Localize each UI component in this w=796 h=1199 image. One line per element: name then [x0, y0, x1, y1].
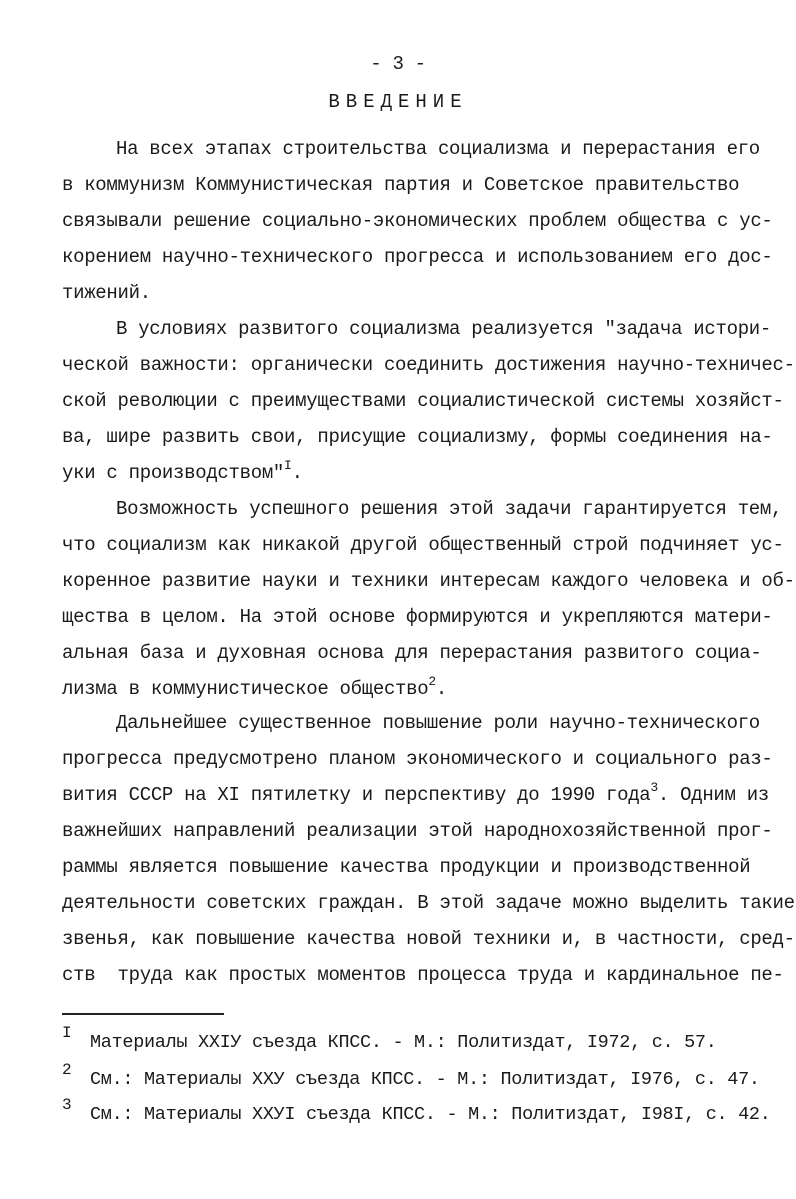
paragraph-4-line-end: . Одним из	[657, 784, 769, 806]
footnote-ref-2: 2	[428, 673, 436, 689]
paragraph-3-line	[62, 673, 447, 701]
footnote-text: См.: Материалы XXУI съезда КПСС. - М.: Политиздат, I98I, с. 42.	[90, 1104, 771, 1125]
paragraph-3-line: коренное развитие науки и техники интересам каждого человека и об-	[62, 570, 795, 592]
paragraph-3-line: что социализм как никакой другой общественный строй подчиняет ус-	[62, 534, 784, 556]
paragraph-4-line: Дальнейшее существенное повышение роли научно-технического	[116, 712, 760, 734]
paragraph-2-line	[62, 457, 303, 485]
paragraph-4-line: звенья, как повышение качества новой техники и, в частности, сред-	[62, 928, 795, 950]
paragraph-4-line: важнейших направлений реализации этой народнохозяйственной прог-	[62, 820, 773, 842]
paragraph-4-line	[62, 779, 769, 807]
paragraph-3-line: альная база и духовная основа для перерастания развитого социа-	[62, 642, 762, 664]
paragraph-2-line: ской революции с преимуществами социалистической системы хозяйст-	[62, 390, 784, 412]
paragraph-4-line: раммы является повышение качества продукции и производственной	[62, 856, 751, 878]
footnote-marker: 2	[62, 1061, 72, 1079]
paragraph-3-line-end: .	[435, 678, 447, 700]
footnote-marker: I	[62, 1024, 72, 1042]
page-title: ВВЕДЕНИЕ	[328, 91, 468, 113]
paragraph-3-line: щества в целом. На этой основе формируются и укрепляются матери-	[62, 606, 773, 628]
paragraph-1-line: в коммунизм Коммунистическая партия и Советское правительство	[62, 174, 740, 196]
paragraph-2-line-end: .	[291, 462, 303, 484]
paragraph-4-line: ств труда как простых моментов процесса труда и кардинальное пе-	[62, 964, 784, 986]
footnote-3	[62, 1096, 771, 1199]
paragraph-1-line: корением научно-технического прогресса и использованием его дос-	[62, 246, 773, 268]
paragraph-2-line: ва, шире развить свои, присущие социализму, формы соединения на-	[62, 426, 773, 448]
footnote-text: См.: Материалы XXУ съезда КПСС. - М.: Политиздат, I976, с. 47.	[90, 1069, 760, 1090]
footnote-ref-3: 3	[650, 779, 658, 795]
paragraph-2-line: ческой важности: органически соединить достижения научно-техничес-	[62, 354, 795, 376]
paragraph-3-line: Возможность успешного решения этой задачи гарантируется тем,	[116, 498, 783, 520]
paragraph-2-line: В условиях развитого социализма реализуется "задача истори-	[116, 318, 772, 340]
footnote-ref-1: I	[284, 457, 292, 473]
paragraph-1-line: тижений.	[62, 282, 151, 304]
paragraph-2-line-text: уки с производством"	[62, 462, 285, 484]
paragraph-4-line-text: вития СССР на XI пятилетку и перспективу до 1990 года	[62, 784, 651, 806]
paragraph-3-line-text: лизма в коммунистическое общество	[62, 678, 429, 700]
footnote-divider	[62, 1013, 224, 1015]
paragraph-4-line: деятельности советских граждан. В этой задаче можно выделить такие	[62, 892, 795, 914]
footnote-marker: 3	[62, 1096, 72, 1114]
page-number: - 3 -	[370, 53, 426, 75]
paragraph-1-line: связывали решение социально-экономических проблем общества с ус-	[62, 210, 773, 232]
footnote-text: Материалы XXIУ съезда КПСС. - М.: Политиздат, I972, с. 57.	[90, 1032, 717, 1053]
paragraph-1-line: На всех этапах строительства социализма и перерастания его	[116, 138, 760, 160]
paragraph-4-line: прогресса предусмотрено планом экономического и социального раз-	[62, 748, 773, 770]
